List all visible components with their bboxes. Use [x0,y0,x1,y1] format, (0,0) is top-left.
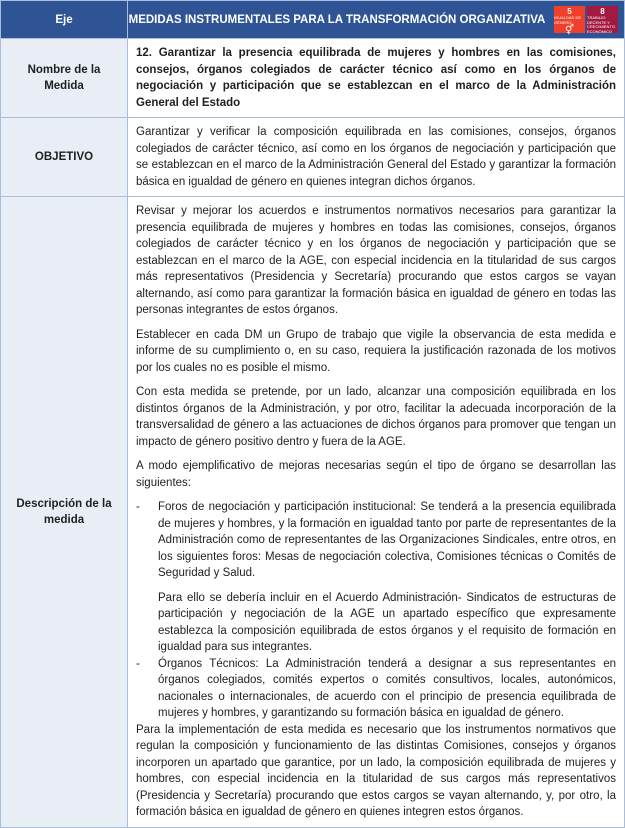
descripcion-paragraph-4: A modo ejemplificativo de mejoras necesarias según el tipo de órgano se desarrollan las siguientes: [136,460,616,489]
objetivo-row [1,118,625,197]
list-item-foros-text: Foros de negociación y participación institucional: Se tenderá a la presencia equilibrada de mujeres y hombres, y la formación en igualdad tanto por parte de representantes de la Administración como de representantes de las Organizaciones Sindicales, entre otros, en los siguientes foros: Mesas de negociación colectiva, Comisiones técnicas o Comités de Seguridad y Salud. [158,501,616,579]
descripcion-paragraph-3: Con esta medida se pretende, por un lado, alcanzar una composición equilibrada en los distintos órganos de la Administración, y por otro, facilitar la adecuada incorporación de la transversalidad de género a las actuaciones de dichos órganos para promover que tengan un impacto de género positivo dentro y fuera de la AGE. [136,386,616,448]
list-item-foros-subtext: Para ello se debería incluir en el Acuerdo Administración- Sindicatos de estructuras de participación y negociación de la AGE un apartado específico que expresamente establezca la composición equilibrada de estos órganos y el requisito de formación en igualdad para sus integrantes. [158,591,616,653]
descripcion-row [1,197,625,828]
bullet-marker: - [136,501,140,513]
list-item-organos-tecnicos [136,656,616,722]
objetivo-label: OBJETIVO [1,118,128,197]
header-row [1,1,625,39]
bullet-marker: - [136,657,140,670]
descripcion-label: Descripción de la medida [1,197,128,828]
objetivo-value: Garantizar y verificar la composición equilibrada en las comisiones, consejos, órganos colegiados de carácter técnico, así como en los órganos de negociación y participación que se establezcan en el marco de la Administración General del Estado y garantizar la formación básica en igualdad de género en quienes integran dichos órganos. [128,118,625,197]
descripcion-paragraph-2: Establecer en cada DM un Grupo de trabajo que vigile la observancia de esta medida e informe de su cumplimiento o, en su caso, requiera la justificación razonada de los motivos por los cuales no es posible el mismo. [136,328,616,374]
descripcion-paragraph-1: Revisar y mejorar los acuerdos e instrumentos normativos necesarios para garantizar la presencia equilibrada de mujeres y hombres en todas las comisiones, consejos, órganos colegiados de carácter técnico y en los órganos de negociación y participación que se establezcan en el marco de la AGE, con especial incidencia en la titularidad de sus cargos más representativos (Presidencia y Secretaría) procurando que estos cargos se vayan alternando, así como para garantizar la formación básica en igualdad de género en todas las personas integrantes de estos órganos. [136,205,616,316]
sdg-8-decent-work-icon: 8 TRABAJO DECENTE Y CRECIMIENTO ECONÓMICO [587,6,618,33]
sdg-icons [554,6,618,36]
eje-header: Eje [1,1,128,39]
list-item-foros [136,499,616,656]
sdg-5-gender-equality-icon: 5 IGUALDAD DE GÉNERO ⚥ [554,6,585,33]
axis-title-cell [128,1,625,39]
descripcion-paragraph-5: Para la implementación de esta medida es necesario que los instrumentos normativos que regulan la composición y funcionamiento de las distintas Comisiones, consejos y órganos incorporen un apartado que garantice, por un lado, la composición equilibrada de mujeres y hombres, con especial incidencia en la titularidad de sus cargos más representativos (Presidencia y Secretaría) procurando que estos cargos se vayan alternando, y, por otro, la formación básica en igualdad de género en quienes integren estos órganos. [136,723,616,818]
descripcion-value [128,197,625,828]
list-item-organos-tecnicos-text: Órganos Técnicos: La Administración tenderá a designar a sus representantes en órganos colegiados, comités expertos o comités consultivos, locales, autonómicos, nacionales o internacionales, de acuerdo con el principio de presencia equilibrada de mujeres y hombres, y garantizando su formación básica en igualdad de género. [158,657,616,719]
nombre-value: 12. Garantizar la presencia equilibrada de mujeres y hombres en las comisiones, consejos, órganos colegiados de carácter técnico así como en los órganos de negociación y participación que se establezcan en el marco de la Administración General del Estado [128,39,625,118]
nombre-label: Nombre de la Medida [1,39,128,118]
axis-title: MEDIDAS INSTRUMENTALES PARA LA TRANSFORMACIÓN ORGANIZATIVA [128,13,546,26]
nombre-row [1,39,625,118]
